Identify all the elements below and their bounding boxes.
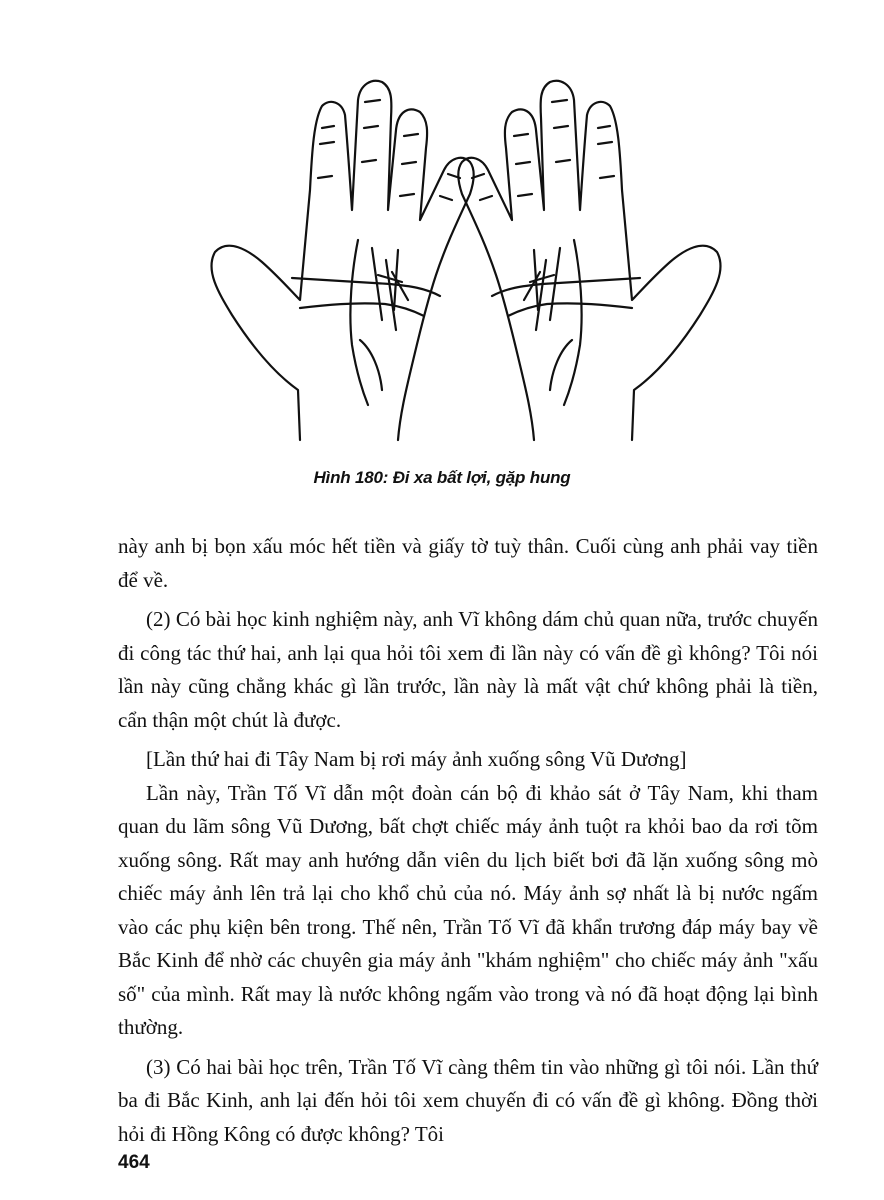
palm-figure xyxy=(0,70,884,460)
paragraph-continuation: này anh bị bọn xấu móc hết tiền và giấy tờ tuỳ thân. Cuối cùng anh phải vay tiền để về. xyxy=(118,534,818,592)
paragraph-third-trip: (3) Có hai bài học trên, Trần Tố Vĩ càng thêm tin vào những gì tôi nói. Lần thứ ba đi Bắc Kinh, anh lại đến hỏi tôi xem chuyến đi có vấn đề gì không. Đồng thời hỏi đi Hồng Kông có được không? Tôi xyxy=(118,1054,818,1146)
right-palm-drawing xyxy=(458,81,720,440)
figure-caption: Hình 180: Đi xa bất lợi, gặp hung xyxy=(313,468,571,487)
paragraph-second-trip: (2) Có bài học kinh nghiệm này, anh Vĩ không dám chủ quan nữa, trước chuyến đi công tác thứ hai, anh lại qua hỏi tôi xem đi lần này có vấn đề gì không? Tôi nói lần này cũng chẳng khác gì lần trước, lần này là mất vật chứ không phải là tiền, cẩn thận một chút là được. xyxy=(118,607,818,732)
section-heading: [Lần thứ hai đi Tây Nam bị rơi máy ảnh xuống sông Vũ Dương] xyxy=(146,747,687,771)
page-number: 464 xyxy=(118,1152,150,1173)
body-text xyxy=(118,530,818,1157)
left-palm-drawing xyxy=(211,81,473,440)
paragraph-camera-story: Lần này, Trần Tố Vĩ dẫn một đoàn cán bộ đi khảo sát ở Tây Nam, khi tham quan du lãm sông Vũ Dương, bất chợt chiếc máy ảnh tuột ra khỏi bao da rơi tõm xuống sông. Rất may anh hướng dẫn viên du lịch biết bơi đã lặn xuống sông mò chiếc máy ảnh lên trả lại cho khổ chủ của nó. Máy ảnh sợ nhất là bị nước ngấm vào các phụ kiện bên trong. Thế nên, Trần Tố Vĩ đã khẩn trương đáp máy bay về Bắc Kinh để nhờ các chuyên gia máy ảnh "khám nghiệm" cho chiếc máy ảnh "xấu số" của mình. Rất may là nước không ngấm vào trong và nó đã hoạt động lại bình thường. xyxy=(118,780,818,1039)
